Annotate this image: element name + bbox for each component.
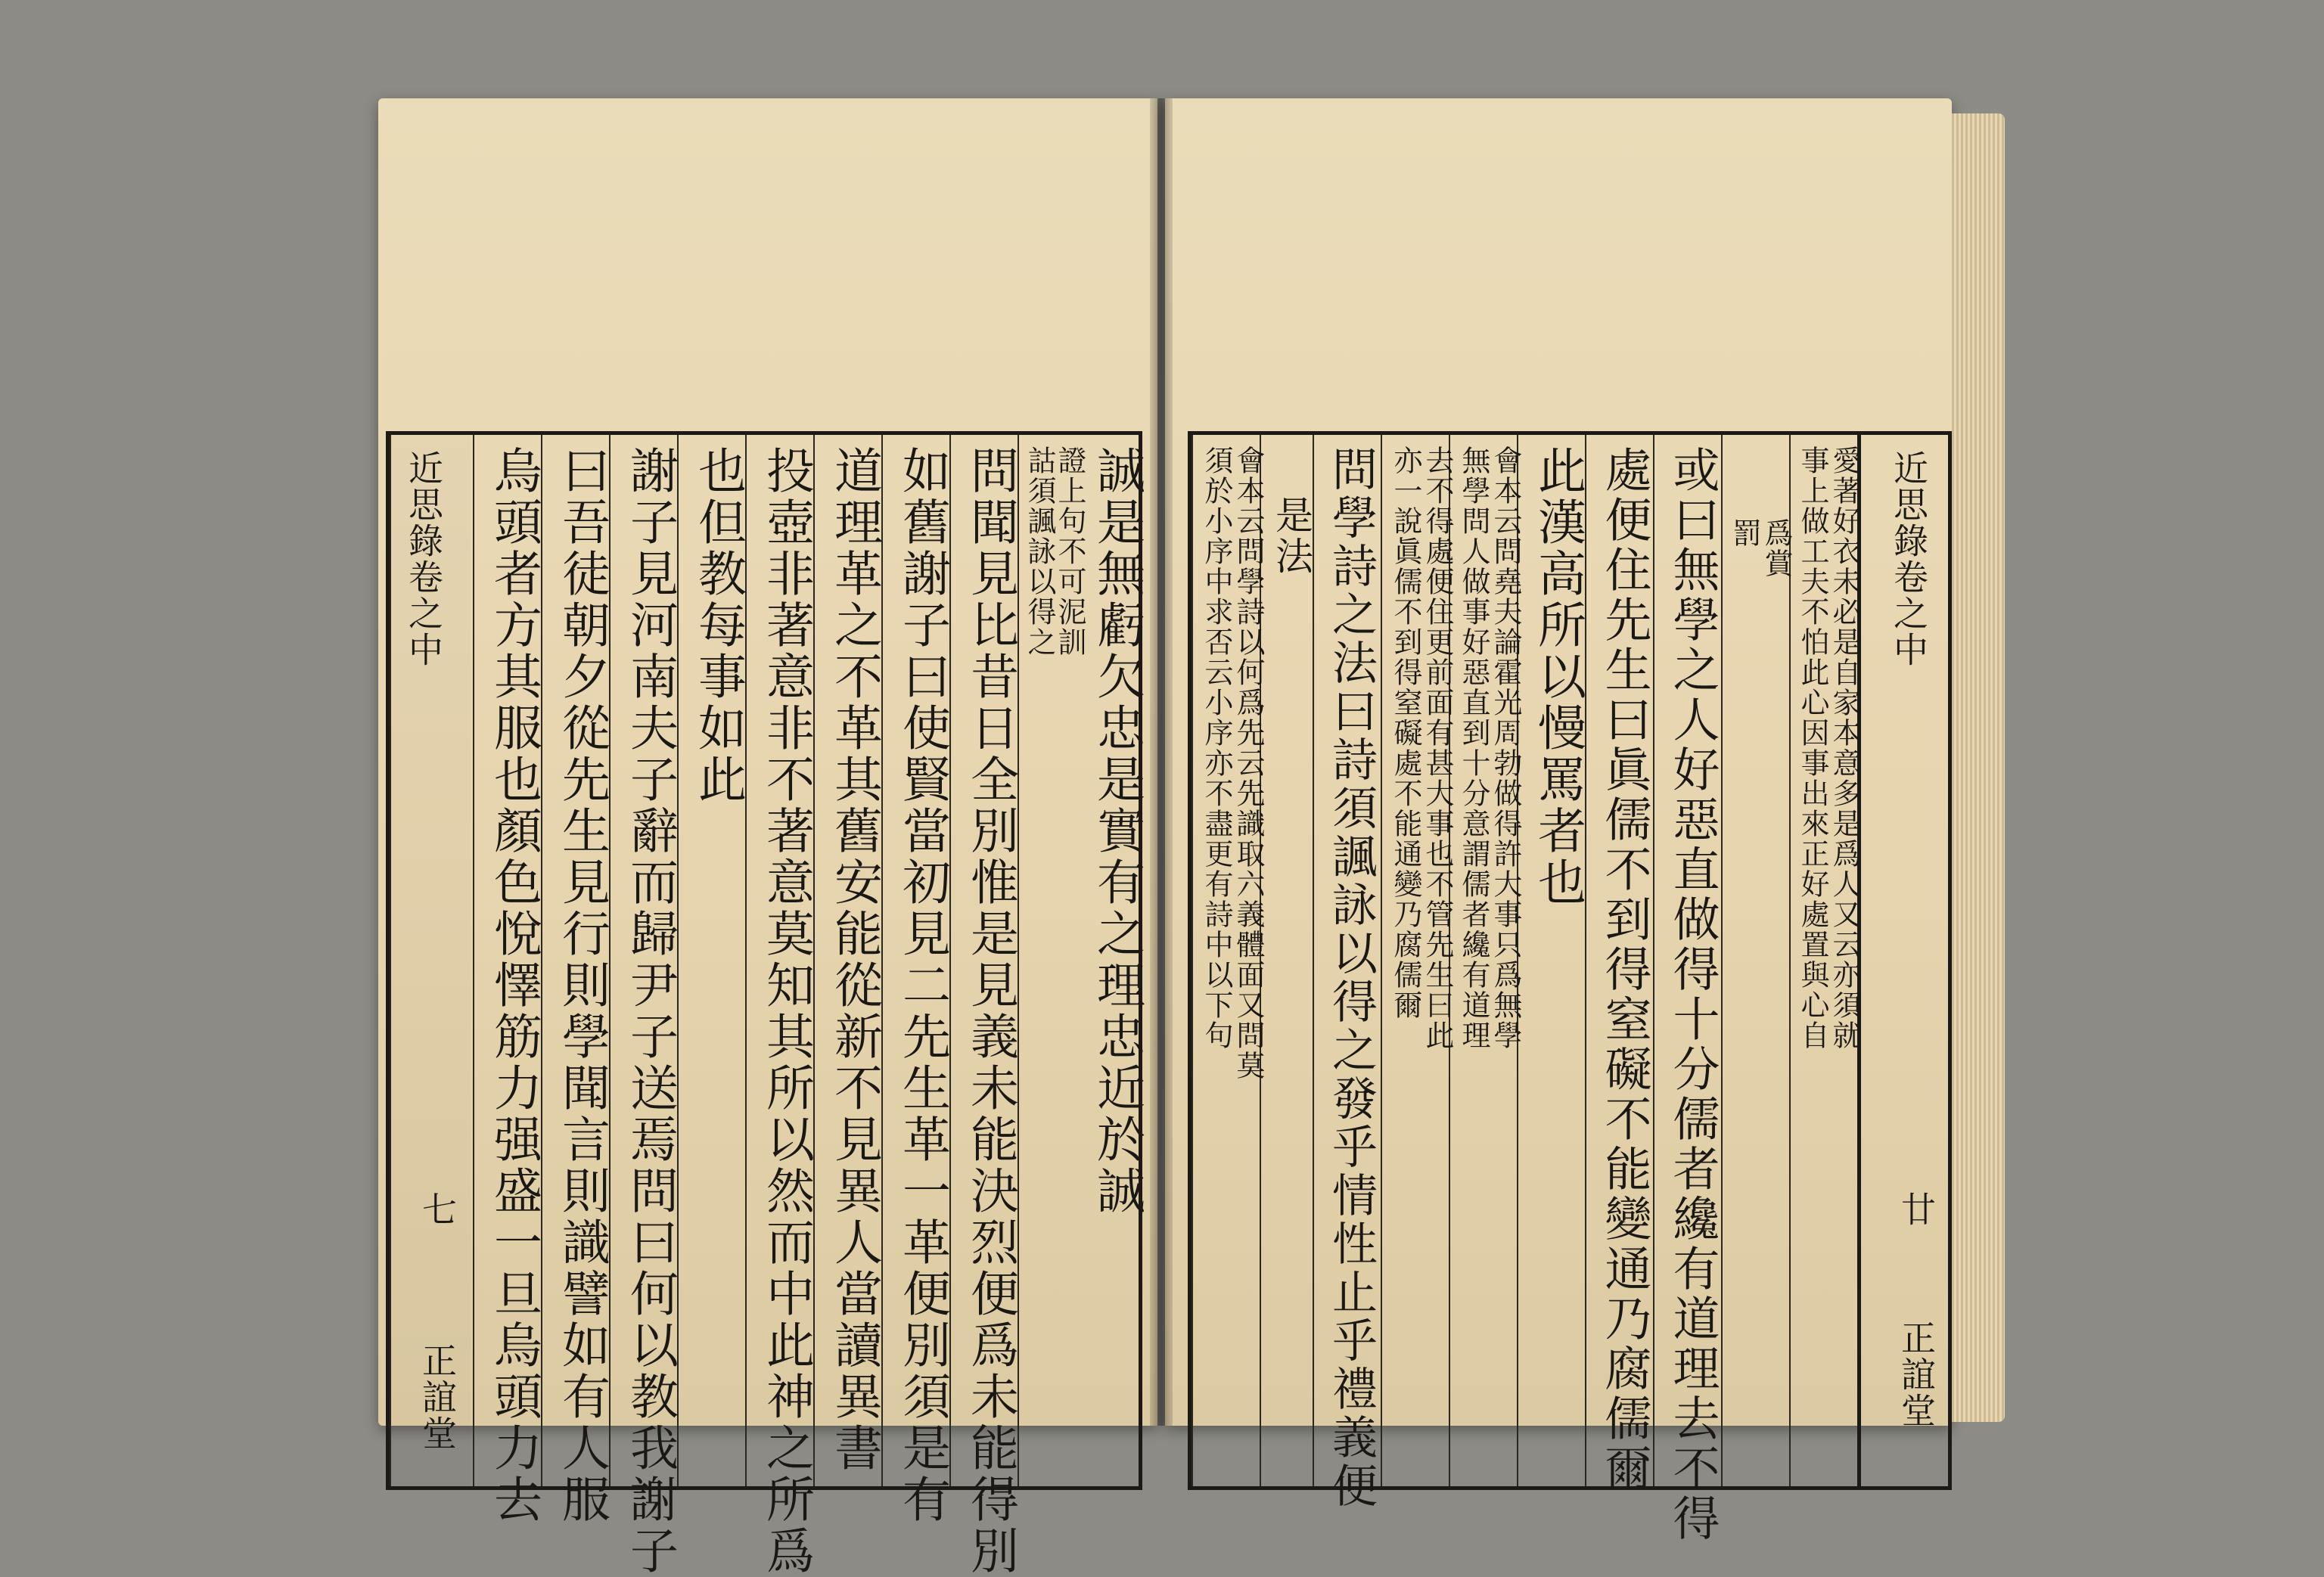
text-column [473,435,542,1526]
annotation-text: 會本云問堯夫論霍光周勃做得許大事只爲無學 [1489,445,1522,1051]
left-text-frame [386,431,1145,1577]
annotation-text: 會本云問學詩以何爲先云先識取六義體面又問莫 [1232,445,1265,1081]
column-text: 也但教每事如此 [690,445,746,806]
annotation-text: 愛著好衣未必是自家本意多是爲人又云亦須就 [1828,445,1861,1051]
column-text: 誠是無虧欠忠是實有之理忠近於誠 [1089,445,1145,1217]
column-text: 道理革之不革其舊安能從新不見異人當讀異書 [826,445,882,1474]
column-text: 曰吾徒朝夕從先生見行則學聞言則識譬如有人服 [554,445,610,1526]
column-text: 是法 [1269,495,1313,577]
open-book [378,98,2005,1577]
column-text: 投壺非著意非不著意莫知其所以然而中此神之所爲 [758,445,814,1577]
annotation-text: 證上句不可泥訓 [1053,445,1086,657]
hanxin-column [390,435,471,1486]
page-edges [1952,113,2005,1422]
hanxin-title: 近思錄卷之中 [403,450,444,668]
column-text: 或曰無學之人好惡直做得十分儒者纔有道理去不得 [1665,445,1720,1544]
hanxin-column [1857,435,1948,1486]
column-text: 問聞見比昔日全別惟是見義未能決烈便爲未能得別 [962,445,1018,1577]
hanxin-page-number: 廿 [1896,1191,1937,1228]
annotation-text: 詁須諷詠以得之 [1023,445,1056,657]
annotation-text: 亦一說眞儒不到得窒礙處不能通變乃腐儒爾 [1389,445,1422,1020]
column-text: 如舊謝子曰使賢當初見二先生革一革便別須是有 [894,445,950,1526]
column-text: 烏頭者方其服也顏色悅懌筋力强盛一旦烏頭力去 [486,445,542,1526]
annotation-text: 無學問人做事好惡直到十分意謂儒者纔有道理 [1457,445,1490,1051]
annotation-text: 罰 [1728,518,1761,548]
book-gutter [1150,98,1173,1426]
column-text: 此漢高所以慢罵者也 [1530,445,1586,908]
right-text-frame [1188,431,1952,1544]
annotation-text: 爲賞 [1760,518,1793,579]
column-text: 問學詩之法曰詩須諷詠以得之發乎情性止乎禮義便 [1325,445,1378,1510]
annotation-column [1789,435,1861,1486]
annotation-text: 事上做工夫不怕此心因事出來正好處置與心自 [1796,445,1829,1051]
column-text: 謝子見河南夫子辭而歸尹子送焉問曰何以教我謝子 [622,445,678,1577]
column-text: 處便住先生曰眞儒不到得窒礙不能變通乃腐儒爾 [1597,445,1652,1494]
text-column [1313,435,1378,1510]
annotation-text: 須於小序中求否云小序亦不盡更有詩中以下句 [1200,445,1233,1051]
hanxin-publisher: 正誼堂 [417,1343,458,1451]
hanxin-title: 近思錄卷之中 [1888,450,1929,668]
annotation-text: 去不得處便住更前面有甚大事也不管先生曰此 [1421,445,1454,1051]
annotation-column [1192,435,1265,1486]
hanxin-page-number: 七 [417,1191,458,1228]
hanxin-publisher: 正誼堂 [1896,1320,1937,1429]
